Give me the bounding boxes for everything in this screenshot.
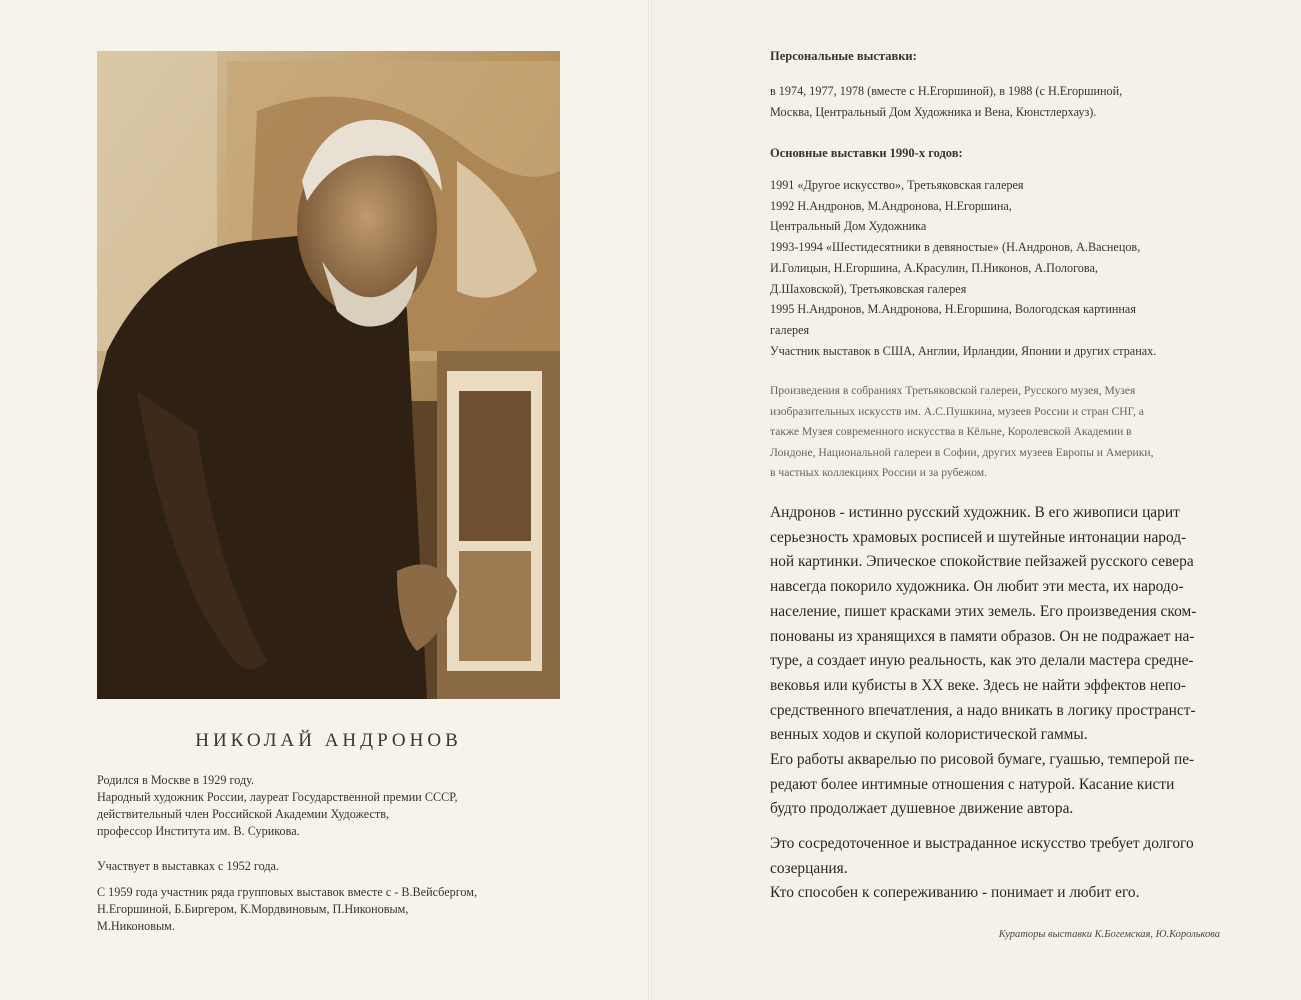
essay-line: вековья или кубисты в XX веке. Здесь не найти эффектов непо- xyxy=(770,676,1187,694)
essay-line: Его работы акварелью по рисовой бумаге, гуашью, темперой пе- xyxy=(770,751,1195,769)
portrait-image xyxy=(97,51,560,699)
collections-line: Произведения в собраниях Третьяковской галереи, Русского музея, Музея xyxy=(770,384,1136,397)
essay-line: серьезность храмовых росписей и шутейные интонации народ- xyxy=(770,528,1187,546)
essay xyxy=(770,501,1235,822)
personal-line: Москва, Центральный Дом Художника и Вена, Кюнстлерхауз). xyxy=(770,105,1097,119)
collections xyxy=(770,381,1235,484)
main-line: 1992 Н.Андронов, М.Андронова, Н.Егоршина, xyxy=(770,198,1012,213)
collections-line: изобразительных искусств им. А.С.Пушкина, музеев России и стран СНГ, а xyxy=(770,404,1144,418)
main-heading: Основные выставки 1990-х годов: xyxy=(770,146,963,160)
closing-line: Кто способен к сопереживанию - понимает и любит его. xyxy=(770,884,1140,902)
personal-exhibitions xyxy=(770,81,1235,123)
exhibits-since: Участвует в выставках с 1952 года. xyxy=(97,859,280,873)
group-line: С 1959 года участник ряда групповых выставок вместе с - В.Вейсбергом, xyxy=(97,885,478,899)
portrait-photo xyxy=(97,51,560,699)
essay-line: навсегда покорило художника. Он любит эти места, их народо- xyxy=(770,578,1184,596)
main-line: Участник выставок в США, Англии, Ирландии, Японии и других странах. xyxy=(770,343,1157,358)
collections-line: также Музея современного искусства в Кёльне, Королевской Академии в xyxy=(770,425,1132,438)
main-line: 1991 «Другое искусство», Третьяковская галерея xyxy=(770,178,1024,192)
main-line: галерея xyxy=(770,322,810,337)
essay-line: средственного впечатления, а надо вникать в логику пространст- xyxy=(770,701,1196,719)
group-exhibitions xyxy=(97,884,527,935)
essay-line: редают более интимные отношения с натурой. Касание кисти xyxy=(770,775,1175,793)
main-line: И.Голицын, Н.Егоршина, А.Красулин, П.Никонов, А.Пологова, xyxy=(770,260,1098,275)
collections-line: в частных коллекциях России и за рубежом. xyxy=(770,466,988,479)
collections-line: Лондоне, Национальной галереи в Софии, других музеев Европы и Америки, xyxy=(770,445,1154,459)
personal-heading: Персональные выставки: xyxy=(770,49,917,63)
closing-line: Это сосредоточенное и выстраданное искусство требует долгого xyxy=(770,835,1194,852)
group-line: М.Никоновым. xyxy=(97,919,175,933)
closing xyxy=(770,832,1235,906)
bio-line: Родился в Москве в 1929 году. xyxy=(97,773,255,787)
personal-line: в 1974, 1977, 1978 (вместе с Н.Егоршиной), в 1988 (с Н.Егоршиной, xyxy=(770,84,1123,98)
curators-credit: Кураторы выставки К.Богемская, Ю.Королькова xyxy=(998,929,1220,940)
main-exhibitions xyxy=(770,175,1235,361)
essay-line: будто продолжает душевное движение автора. xyxy=(770,800,1074,818)
artist-name: НИКОЛАЙ АНДРОНОВ xyxy=(195,730,462,751)
essay-line: понованы из хранящихся в памяти образов. Он не подражает на- xyxy=(770,627,1195,645)
closing-line: созерцания. xyxy=(770,859,848,877)
bio-line: действительный член Российской Академии Художеств, xyxy=(97,807,390,821)
main-line: Центральный Дом Художника xyxy=(770,219,927,234)
essay-line: туре, а создает иную реальность, как это делали мастера средне- xyxy=(770,652,1194,670)
main-line: Д.Шаховской), Третьяковская галерея xyxy=(770,281,967,296)
essay-line: Андронов - истинно русский художник. В его живописи царит xyxy=(770,504,1180,521)
essay-line: население, пишет красками этих земель. Его произведения ском- xyxy=(770,602,1197,620)
bio-line: Народный художник России, лауреат Государственной премии СССР, xyxy=(97,790,458,804)
main-line: 1993-1994 «Шестидесятники в девяностые» (Н.Андронов, А.Васнецов, xyxy=(770,240,1141,255)
group-line: Н.Егоршиной, Б.Биргером, К.Мордвиновым, П.Никоновым, xyxy=(97,902,409,916)
bio-line: профессор Института им. В. Сурикова. xyxy=(97,824,300,838)
essay-line: венных ходов и скупой колористической гаммы. xyxy=(770,726,1088,744)
essay-line: ной картинки. Эпическое спокойствие пейзажей русского севера xyxy=(770,553,1194,571)
page-fold xyxy=(648,0,652,1000)
bio-block xyxy=(97,772,527,840)
main-line: 1995 Н.Андронов, М.Андронова, Н.Егоршина, Вологодская картинная xyxy=(770,302,1136,317)
